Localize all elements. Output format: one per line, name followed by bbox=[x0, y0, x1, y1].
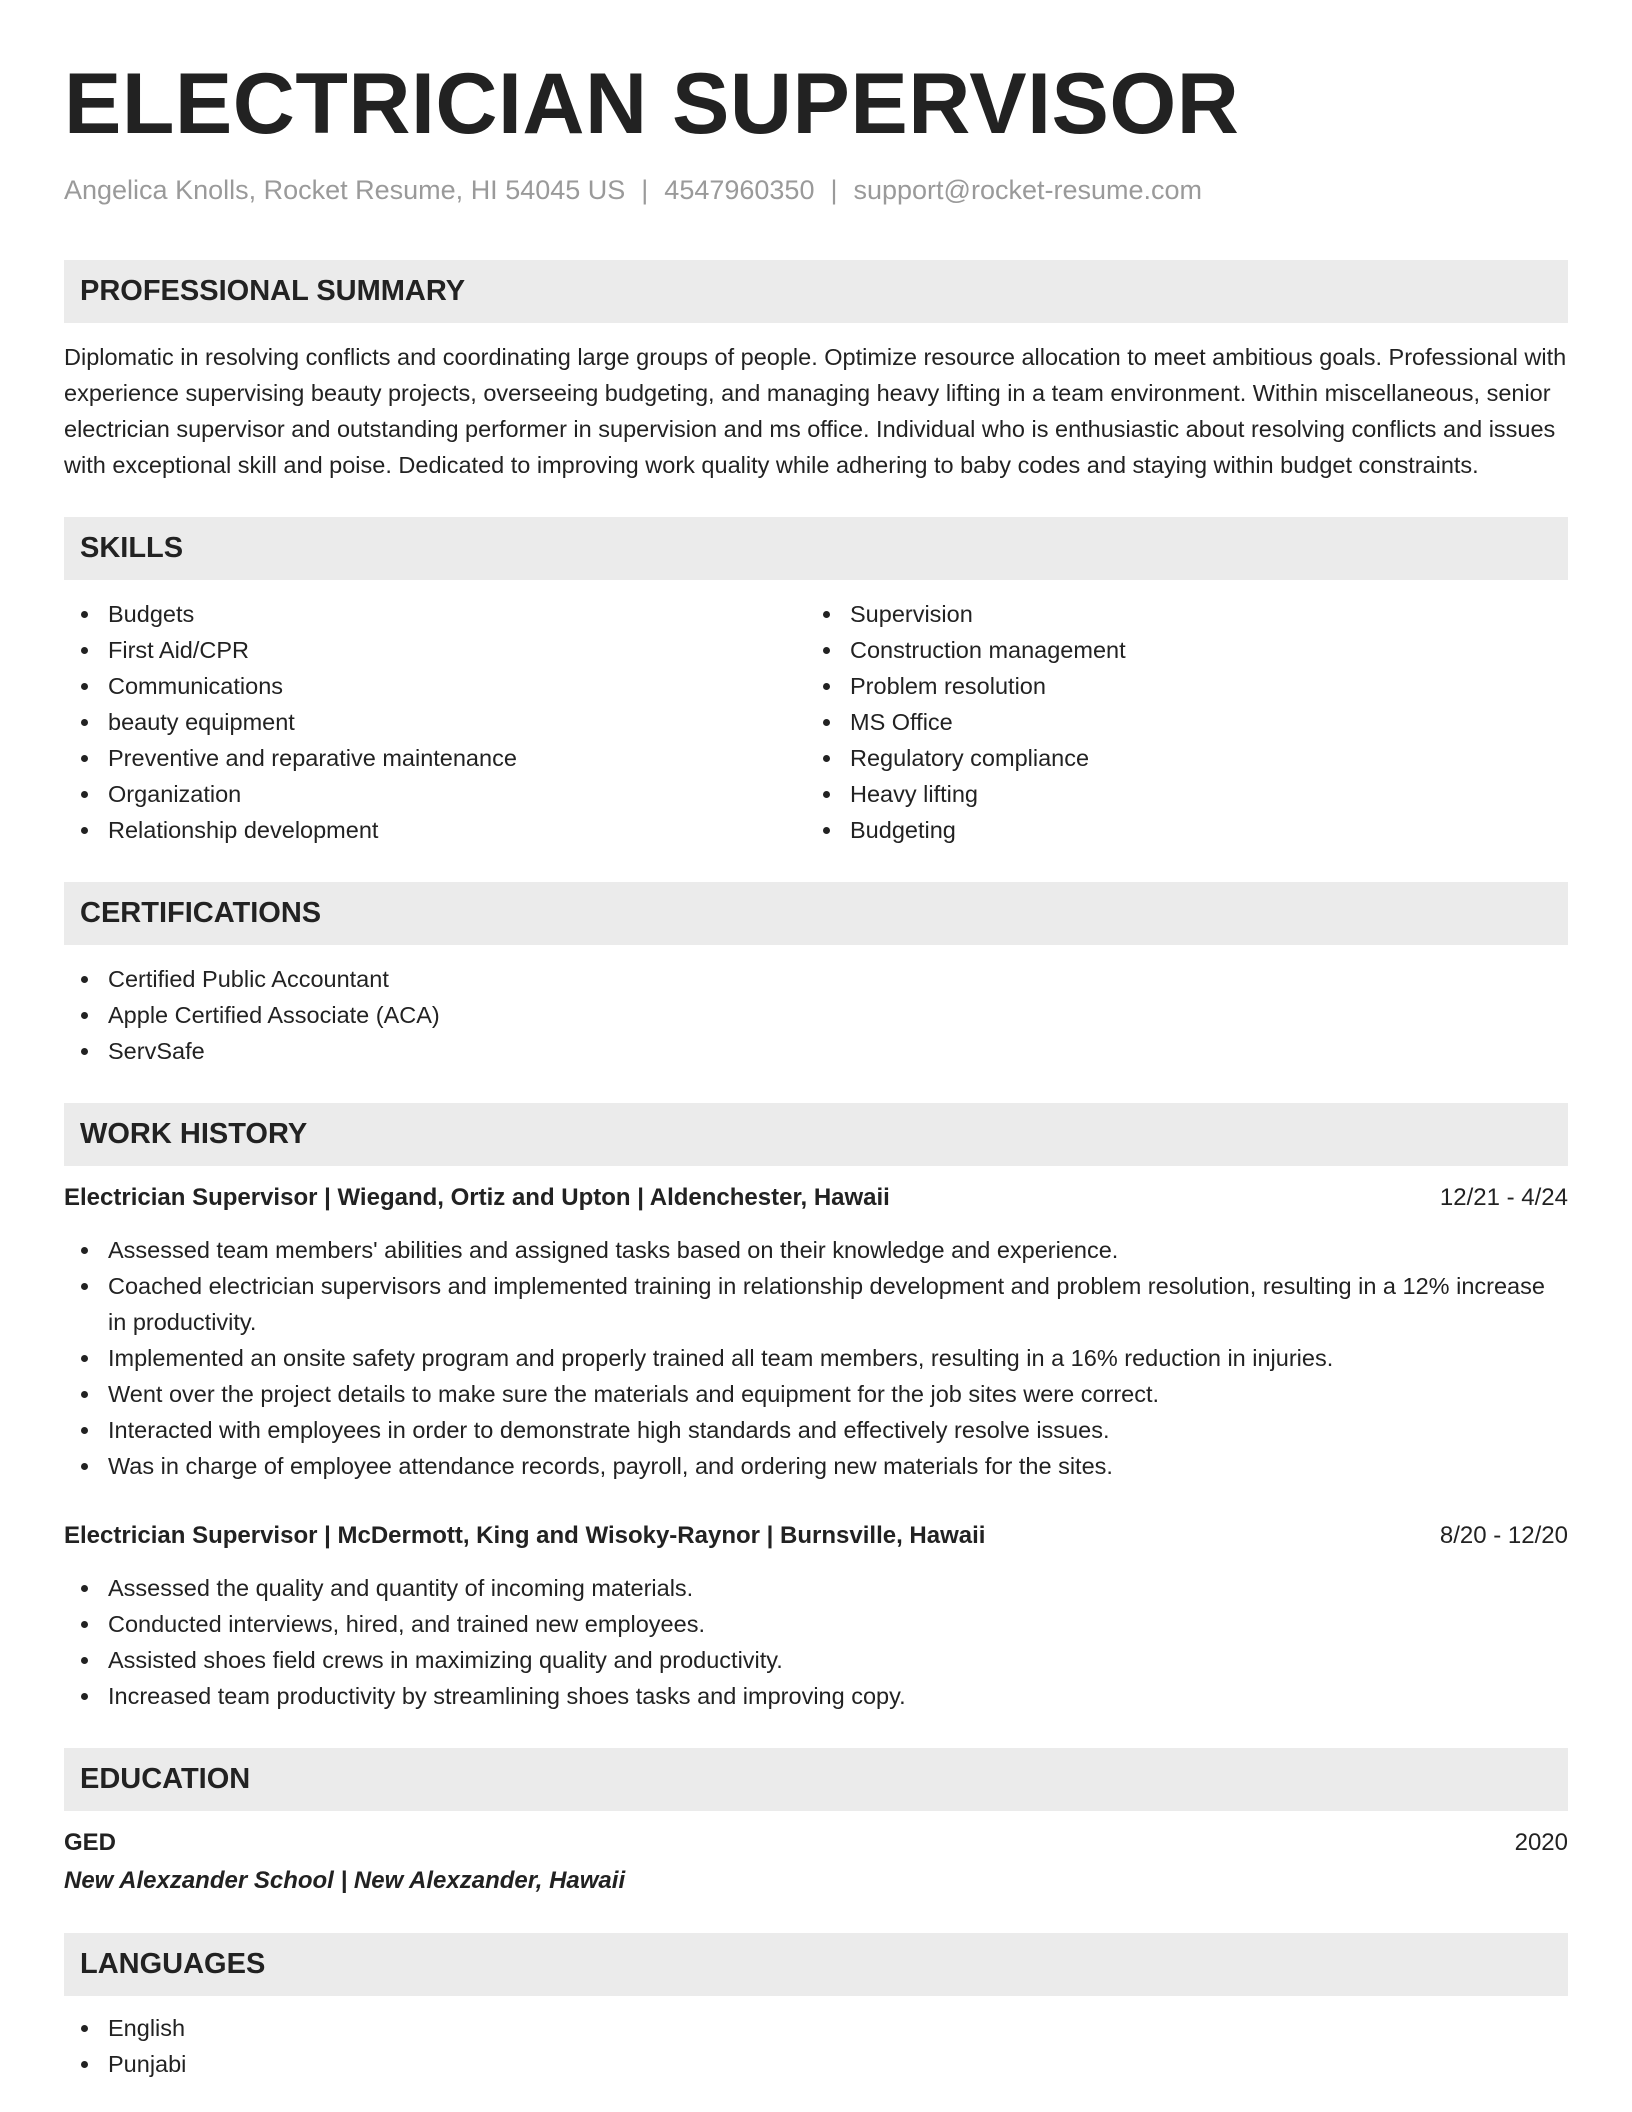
skill-item: beauty equipment bbox=[64, 704, 806, 740]
skill-item: Relationship development bbox=[64, 812, 806, 848]
education-year: 2020 bbox=[1514, 1829, 1568, 1856]
job-bullet: Went over the project details to make sure the materials and equipment for the job sites were correct. bbox=[64, 1376, 1568, 1412]
contact-phone: 4547960350 bbox=[664, 175, 815, 205]
certification-item: Certified Public Accountant bbox=[64, 961, 1568, 997]
candidate-title: ELECTRICIAN SUPERVISOR bbox=[64, 56, 1240, 152]
skill-item: Communications bbox=[64, 668, 806, 704]
section-heading-summary: PROFESSIONAL SUMMARY bbox=[64, 260, 1568, 323]
education-school: New Alexzander School | New Alexzander, Hawaii bbox=[64, 1867, 626, 1894]
certification-item: Apple Certified Associate (ACA) bbox=[64, 997, 1568, 1033]
section-heading-work-history: WORK HISTORY bbox=[64, 1103, 1568, 1166]
job-header bbox=[64, 1518, 1568, 1554]
job-bullets bbox=[64, 1570, 1568, 1714]
job-entry bbox=[64, 1518, 1568, 1714]
job-bullet: Assessed the quality and quantity of incoming materials. bbox=[64, 1570, 1568, 1606]
job-title: Electrician Supervisor | Wiegand, Ortiz and Upton | Aldenchester, Hawaii bbox=[64, 1184, 890, 1211]
job-bullet: Assessed team members' abilities and assigned tasks based on their knowledge and experience. bbox=[64, 1232, 1568, 1268]
skill-item: Problem resolution bbox=[806, 668, 1548, 704]
skill-item: Budgeting bbox=[806, 812, 1548, 848]
skill-item: Preventive and reparative maintenance bbox=[64, 740, 806, 776]
certifications-list bbox=[64, 961, 1568, 1069]
work-history-section bbox=[64, 1103, 1568, 1714]
skills-list-left bbox=[64, 596, 806, 848]
job-header bbox=[64, 1180, 1568, 1216]
skill-item: First Aid/CPR bbox=[64, 632, 806, 668]
education-header bbox=[64, 1825, 1568, 1861]
resume-header bbox=[64, 52, 1568, 208]
job-bullets bbox=[64, 1232, 1568, 1484]
certifications-section bbox=[64, 882, 1568, 1069]
contact-separator: | bbox=[641, 175, 649, 205]
job-bullet: Assisted shoes field crews in maximizing quality and productivity. bbox=[64, 1642, 1568, 1678]
skill-item: Supervision bbox=[806, 596, 1548, 632]
section-heading-certifications: CERTIFICATIONS bbox=[64, 882, 1568, 945]
contact-email: support@rocket-resume.com bbox=[853, 175, 1203, 205]
contact-separator: | bbox=[830, 175, 838, 205]
skills-section bbox=[64, 517, 1568, 848]
languages-list bbox=[64, 2010, 1568, 2082]
skill-item: Regulatory compliance bbox=[806, 740, 1548, 776]
language-item: English bbox=[64, 2010, 1568, 2046]
skill-item: Budgets bbox=[64, 596, 806, 632]
job-bullet: Interacted with employees in order to demonstrate high standards and effectively resolve issues. bbox=[64, 1412, 1568, 1448]
contact-line bbox=[64, 172, 1568, 208]
education-degree: GED bbox=[64, 1829, 117, 1856]
section-heading-education: EDUCATION bbox=[64, 1748, 1568, 1811]
job-entry bbox=[64, 1180, 1568, 1484]
contact-address: Angelica Knolls, Rocket Resume, HI 54045 US bbox=[64, 175, 626, 205]
languages-section bbox=[64, 1933, 1568, 2082]
skills-list-right bbox=[806, 596, 1548, 848]
skill-item: Construction management bbox=[806, 632, 1548, 668]
job-bullet: Implemented an onsite safety program and properly trained all team members, resulting in a 16% reduction in injuries. bbox=[64, 1340, 1568, 1376]
job-title: Electrician Supervisor | McDermott, King and Wisoky-Raynor | Burnsville, Hawaii bbox=[64, 1522, 986, 1549]
skill-item: Organization bbox=[64, 776, 806, 812]
job-bullet: Conducted interviews, hired, and trained new employees. bbox=[64, 1606, 1568, 1642]
section-heading-skills: SKILLS bbox=[64, 517, 1568, 580]
language-item: Punjabi bbox=[64, 2046, 1568, 2082]
job-bullet: Was in charge of employee attendance records, payroll, and ordering new materials for the sites. bbox=[64, 1448, 1568, 1484]
job-bullet: Increased team productivity by streamlining shoes tasks and improving copy. bbox=[64, 1678, 1568, 1714]
education-section bbox=[64, 1748, 1568, 1899]
certification-item: ServSafe bbox=[64, 1033, 1568, 1069]
skill-item: MS Office bbox=[806, 704, 1548, 740]
skill-item: Heavy lifting bbox=[806, 776, 1548, 812]
summary-text: Diplomatic in resolving conflicts and coordinating large groups of people. Optimize resource allocation to meet ambitious goals. Professional with experience supervising beauty projects, overseeing budgeting, and managing heavy lifting in a team environment. Within miscellaneous, senior electrician supervisor and outstanding performer in supervision and ms office. Individual who is enthusiastic about resolving conflicts and issues with exceptional skill and poise. Dedicated to improving work quality while adhering to baby codes and staying within budget constraints. bbox=[64, 344, 1567, 478]
job-dates: 8/20 - 12/20 bbox=[1439, 1522, 1568, 1549]
section-heading-languages: LANGUAGES bbox=[64, 1933, 1568, 1996]
job-bullet: Coached electrician supervisors and implemented training in relationship development and problem resolution, resulting in a 12% increase in productivity. bbox=[64, 1268, 1568, 1340]
skills-grid bbox=[64, 596, 1568, 848]
summary-section bbox=[64, 260, 1568, 483]
job-dates: 12/21 - 4/24 bbox=[1439, 1184, 1568, 1211]
